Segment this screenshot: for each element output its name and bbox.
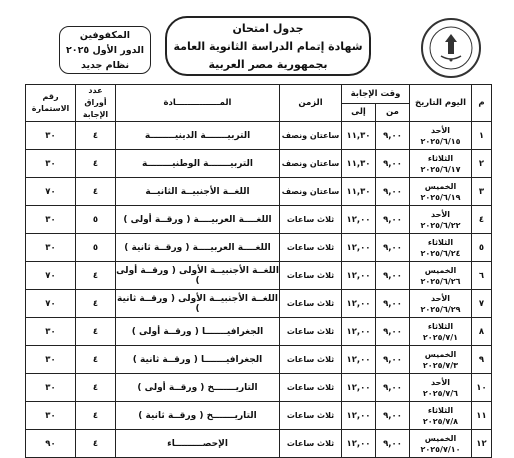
row-date: ٢٠٢٥/٧/٨ [422,416,459,426]
exam-schedule-table [25,84,492,458]
row-from: ٩,٠٠ [376,374,410,402]
row-from: ٩,٠٠ [376,122,410,150]
row-day-date [410,262,472,290]
row-papers: ٥ [76,234,116,262]
row-num: ٧ [472,290,492,318]
row-to: ١٢,٠٠ [342,374,376,402]
row-date: ٢٠٢٥/٦/١٥ [420,136,461,146]
row-to: ١١,٣٠ [342,150,376,178]
row-duration: ساعتان ونصف [280,150,342,178]
exam-title-box [165,16,371,76]
row-num: ١٠ [472,374,492,402]
row-day: الثلاثاء [427,153,454,163]
exam-type-line-1: المكفوفين [79,30,131,41]
row-subject: اللغــة الأجنبيــة الثانيــة [116,178,280,206]
row-to: ١٢,٠٠ [342,430,376,458]
row-day: الأحد [430,209,451,219]
row-num: ١ [472,122,492,150]
row-to: ١٢,٠٠ [342,262,376,290]
row-num: ٩ [472,346,492,374]
col-header-papers: عدد أوراق الإجابة [76,85,116,122]
exam-type-box [59,26,151,74]
row-form-no: ٧٠ [26,178,76,206]
row-day: الأحد [430,293,451,303]
row-papers: ٤ [76,374,116,402]
row-from: ٩,٠٠ [376,430,410,458]
row-subject: الجغرافيـــــــا ( ورقــة أولى ) [116,318,280,346]
row-num: ١١ [472,402,492,430]
row-date: ٢٠٢٥/٦/١٩ [420,192,461,202]
row-papers: ٥ [76,206,116,234]
row-form-no: ٣٠ [26,122,76,150]
row-duration: ثلاث ساعات [280,290,342,318]
row-date: ٢٠٢٥/٧/١ [422,332,459,342]
row-from: ٩,٠٠ [376,290,410,318]
row-form-no: ٧٠ [26,290,76,318]
exam-type-line-2: الدور الأول ٢٠٢٥ [66,45,144,56]
row-date: ٢٠٢٥/٦/٢٩ [420,304,461,314]
row-papers: ٤ [76,402,116,430]
row-day-date [410,290,472,318]
row-duration: ثلاث ساعات [280,374,342,402]
row-to: ١٢,٠٠ [342,318,376,346]
row-day: الخميس [424,265,457,275]
row-day-date [410,234,472,262]
row-num: ٥ [472,234,492,262]
row-date: ٢٠٢٥/٦/٢٢ [420,220,461,230]
row-to: ١٢,٠٠ [342,206,376,234]
title-line-2: شهادة إتمام الدراسة الثانوية العامة [173,40,363,53]
row-day-date [410,374,472,402]
row-form-no: ٣٠ [26,374,76,402]
row-num: ١٢ [472,430,492,458]
row-duration: ثلاث ساعات [280,430,342,458]
table-row [26,206,492,234]
row-form-no: ٧٠ [26,262,76,290]
row-subject: الجغرافيـــــــا ( ورقــة ثانية ) [116,346,280,374]
row-from: ٩,٠٠ [376,346,410,374]
row-papers: ٤ [76,262,116,290]
row-from: ٩,٠٠ [376,318,410,346]
table-row [26,374,492,402]
table-row [26,178,492,206]
row-num: ٤ [472,206,492,234]
row-day: الخميس [424,349,457,359]
row-date: ٢٠٢٥/٧/٦ [422,388,459,398]
row-duration: ثلاث ساعات [280,402,342,430]
row-date: ٢٠٢٥/٧/٣ [422,360,459,370]
row-subject: اللغــة الأجنبيــة الأولى ( ورقــة أولى ) [116,262,280,290]
row-form-no: ٣٠ [26,402,76,430]
row-papers: ٤ [76,318,116,346]
row-duration: ثلاث ساعات [280,318,342,346]
row-form-no: ٣٠ [26,346,76,374]
row-day-date [410,206,472,234]
title-line-1: جدول امتحان [232,22,304,35]
row-form-no: ٣٠ [26,150,76,178]
exam-type-line-3: نظام جديد [80,60,130,71]
row-day: الأحد [430,125,451,135]
table-row [26,318,492,346]
row-papers: ٤ [76,346,116,374]
row-day-date [410,346,472,374]
row-papers: ٤ [76,122,116,150]
row-papers: ٤ [76,150,116,178]
row-from: ٩,٠٠ [376,150,410,178]
col-header-num: م [472,85,492,122]
table-row [26,262,492,290]
row-date: ٢٠٢٥/٦/٢٤ [420,248,461,258]
row-from: ٩,٠٠ [376,206,410,234]
title-line-3: بجمهورية مصر العربية [208,58,328,71]
row-num: ٢ [472,150,492,178]
row-duration: ساعتان ونصف [280,178,342,206]
row-to: ١٢,٠٠ [342,402,376,430]
table-row [26,430,492,458]
row-duration: ثلاث ساعات [280,346,342,374]
row-num: ٦ [472,262,492,290]
row-date: ٢٠٢٥/٧/١٠ [420,444,461,454]
row-to: ١٢,٠٠ [342,290,376,318]
row-day-date [410,402,472,430]
row-from: ٩,٠٠ [376,178,410,206]
row-day-date [410,150,472,178]
row-subject: اللغــــة العربيــــة ( ورقــة أولى ) [116,206,280,234]
row-day: الخميس [424,433,457,443]
row-to: ١١,٣٠ [342,178,376,206]
row-day: الخميس [424,181,457,191]
row-form-no: ٣٠ [26,318,76,346]
ministry-emblem-icon [421,18,481,78]
col-header-subject: المـــــــــــــــادة [116,85,280,122]
table-row [26,234,492,262]
row-subject: اللغــة الأجنبيــة الأولى ( ورقــة ثانية ) [116,290,280,318]
table-row [26,150,492,178]
row-subject: التاريـــــــخ ( ورقــة أولى ) [116,374,280,402]
row-day-date [410,318,472,346]
row-from: ٩,٠٠ [376,402,410,430]
row-subject: التاريـــــــخ ( ورقــة ثانية ) [116,402,280,430]
row-to: ١٢,٠٠ [342,346,376,374]
row-form-no: ٩٠ [26,430,76,458]
col-header-to: إلى [342,103,376,122]
row-day: الأحد [430,377,451,387]
row-subject: اللغــــة العربيــــة ( ورقــة ثانية ) [116,234,280,262]
document-header [25,12,491,82]
col-header-form-no: رقم الاستمارة [26,85,76,122]
table-row [26,402,492,430]
table-row [26,346,492,374]
row-form-no: ٣٠ [26,234,76,262]
row-form-no: ٣٠ [26,206,76,234]
row-subject: التربيـــــــة الوطنيــــــــة [116,150,280,178]
row-to: ١٢,٠٠ [342,234,376,262]
row-day: الثلاثاء [427,405,454,415]
row-num: ٨ [472,318,492,346]
row-day-date [410,122,472,150]
row-day: الثلاثاء [427,321,454,331]
row-papers: ٤ [76,430,116,458]
row-day-date [410,430,472,458]
row-date: ٢٠٢٥/٦/٢٦ [420,276,461,286]
col-header-from: من [376,103,410,122]
row-papers: ٤ [76,290,116,318]
table-row [26,290,492,318]
row-to: ١١,٣٠ [342,122,376,150]
row-subject: التربيـــــــة الدينيــــــــة [116,122,280,150]
row-from: ٩,٠٠ [376,262,410,290]
row-date: ٢٠٢٥/٦/١٧ [420,164,461,174]
row-subject: الإحصـــــــــاء [116,430,280,458]
row-from: ٩,٠٠ [376,234,410,262]
exam-schedule-page [25,12,491,454]
col-header-duration: الزمن [280,85,342,122]
row-duration: ساعتان ونصف [280,122,342,150]
row-papers: ٤ [76,178,116,206]
row-duration: ثلاث ساعات [280,206,342,234]
row-day: الثلاثاء [427,237,454,247]
row-day-date [410,178,472,206]
row-duration: ثلاث ساعات [280,234,342,262]
table-row [26,122,492,150]
col-header-day-date: اليوم التاريخ [410,85,472,122]
row-duration: ثلاث ساعات [280,262,342,290]
col-header-answer-time: وقت الإجابة [342,85,410,104]
row-num: ٣ [472,178,492,206]
